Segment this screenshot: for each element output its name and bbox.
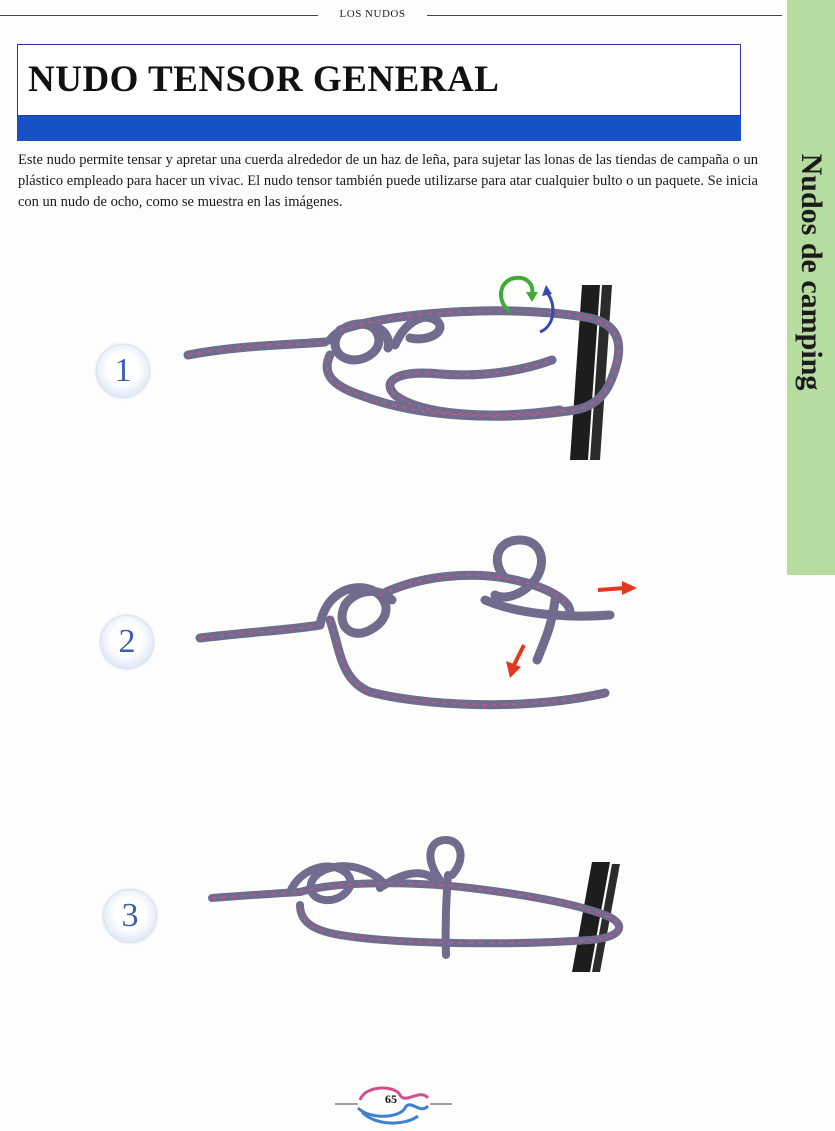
page-number: 65 (385, 1092, 397, 1106)
step-number-1: 1 (97, 345, 149, 397)
page-title: NUDO TENSOR GENERAL (28, 59, 500, 100)
section-tab-label: Nudos de camping (795, 153, 828, 391)
step-number-3: 3 (104, 890, 156, 942)
intro-paragraph: Este nudo permite tensar y apretar una cuerda alrededor de un haz de leña, para sujetar las lonas de las tiendas de campaña o un plástico empleado para hacer un vivac. El nudo tensor también puede utilizarse para atar cualquier bulto o un paquete. Se inicia con un nudo de ocho, como se muestra en las imágenes. (18, 152, 758, 210)
running-head: LOS NUDOS (339, 8, 406, 20)
step-number-2: 2 (101, 616, 153, 668)
